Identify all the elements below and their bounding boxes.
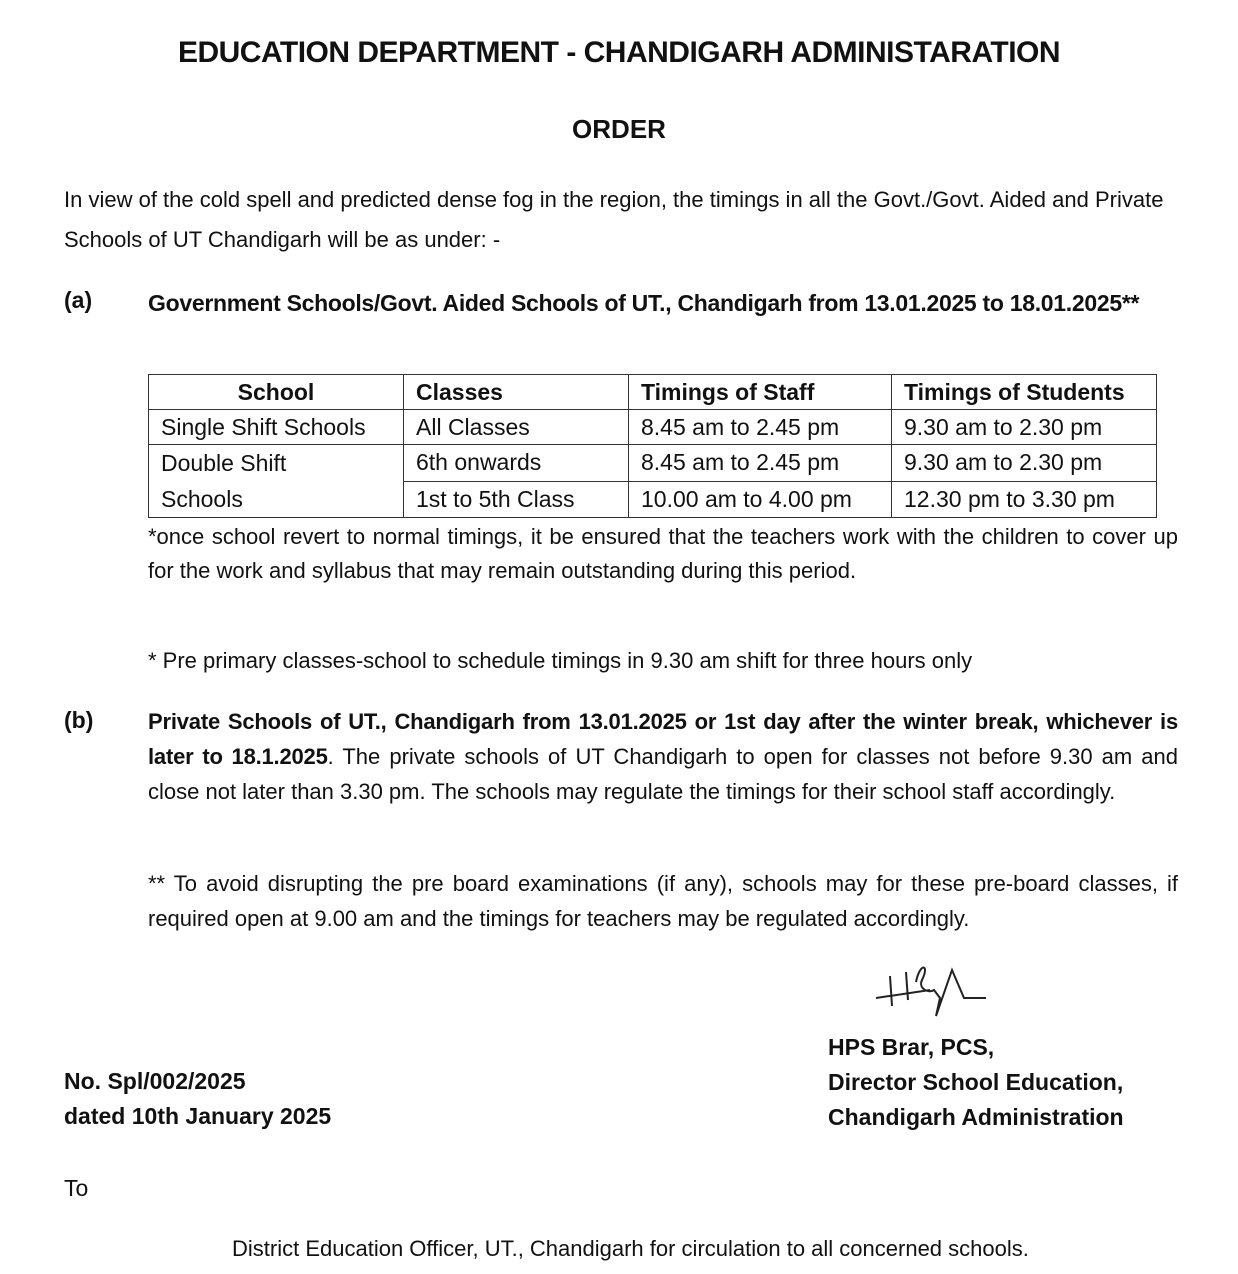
signatory-designation: Director School Education, [828,1069,1124,1095]
recipient-line: District Education Officer, UT., Chandigarh for circulation to all concerned schools. [232,1236,1029,1261]
section-b-paragraph [148,704,1178,809]
cell-student-timing: 12.30 pm to 3.30 pm [892,481,1157,518]
section-b-body: . The private schools of UT Chandigarh to open for classes not before 9.30 am and close not later than 3.30 pm. The schools may regulate the timings for their school staff accordingly. [148,744,1178,804]
table-row [149,445,1157,482]
cell-staff-timing: 10.00 am to 4.00 pm [629,481,892,518]
cell-classes: 1st to 5th Class [404,481,629,518]
revert-note: *once school revert to normal timings, it be ensured that the teachers work with the children to cover up for the work and syllabus that may remain outstanding during this period. [148,524,1178,583]
section-a-label: (a) [64,287,93,313]
cell-classes: 6th onwards [404,445,629,482]
signature-image [868,958,1008,1018]
cell-staff-timing: 8.45 am to 2.45 pm [629,410,892,445]
to-label: To [64,1175,89,1201]
school-timings-table [148,374,1157,518]
cell-school-double-shift [149,445,404,518]
section-b-label: (b) [64,707,94,733]
table-header-row [149,375,1157,410]
header-classes: Classes [404,375,629,410]
intro-paragraph: In view of the cold spell and predicted dense fog in the region, the timings in all the Govt./Govt. Aided and Private Schools of UT Chandigarh will be as under: - [64,187,1164,252]
reference-number: No. Spl/002/2025 [64,1068,246,1094]
cell-student-timing: 9.30 am to 2.30 pm [892,445,1157,482]
double-shift-line2: Schools [161,486,243,512]
table-row [149,410,1157,445]
double-shift-line1: Double Shift [161,450,287,476]
section-a-heading: Government Schools/Govt. Aided Schools of UT., Chandigarh from 13.01.2025 to 18.01.2025** [148,290,1140,316]
reference-block [64,1064,331,1134]
reference-date: dated 10th January 2025 [64,1103,332,1129]
pre-board-note: ** To avoid disrupting the pre board examinations (if any), schools may for these pre-board classes, if required open at 9.00 am and the timings for teachers may be regulated accordingly. [148,871,1178,931]
signatory-name: HPS Brar, PCS, [828,1034,995,1060]
document-title: EDUCATION DEPARTMENT - CHANDIGARH ADMINISTARATION [177,36,1061,69]
cell-student-timing: 9.30 am to 2.30 pm [892,410,1157,445]
header-student-timings: Timings of Students [892,375,1157,410]
cell-school: Single Shift Schools [149,410,404,445]
cell-classes: All Classes [404,410,629,445]
signatory-block [828,1030,1124,1135]
section-b-heading: Private Schools of UT., Chandigarh from 13.01.2025 or 1st day after the winter break, whichever is later to 18.1.2025 [148,709,1178,769]
order-heading: ORDER [572,114,666,144]
header-staff-timings: Timings of Staff [629,375,892,410]
cell-staff-timing: 8.45 am to 2.45 pm [629,445,892,482]
pre-primary-note: * Pre primary classes-school to schedule timings in 9.30 am shift for three hours only [148,648,973,673]
header-school: School [149,375,404,410]
signatory-office: Chandigarh Administration [828,1104,1124,1130]
